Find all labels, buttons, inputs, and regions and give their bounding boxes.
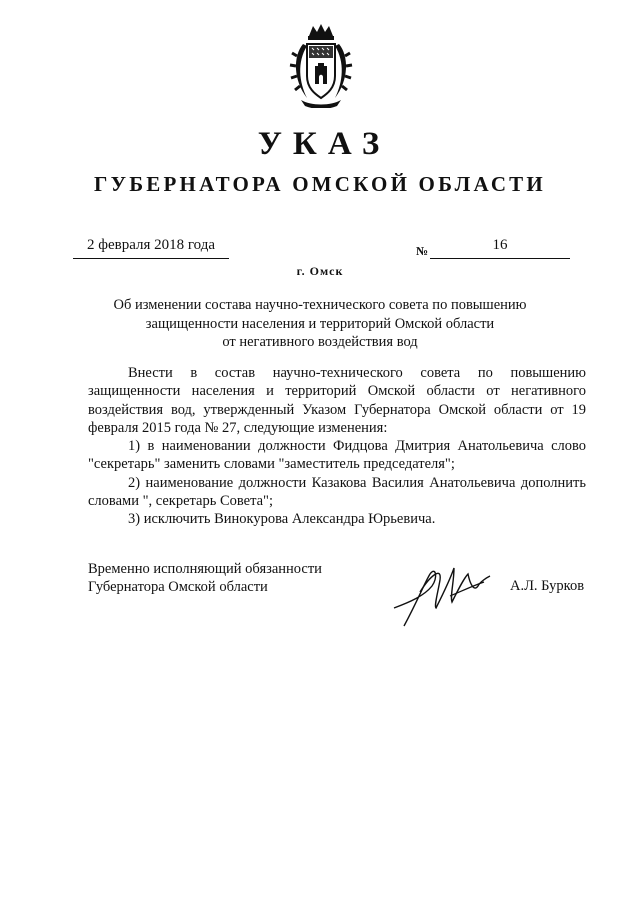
body-paragraph: Внести в состав научно-технического совета по повышению защищенности населения и территорий Омской области от негативного воздействия вод, утвержденный Указом Губернатора Омской области от 19 февраля 2015 года № 27, следующие изменения: xyxy=(88,365,586,436)
document-date: 2 февраля 2018 года xyxy=(73,237,229,259)
position-line: Временно исполняющий обязанности xyxy=(88,561,322,577)
document-issuer: ГУБЕРНАТОРА ОМСКОЙ ОБЛАСТИ xyxy=(94,172,546,196)
heading-line: Об изменении состава научно-технического совета по повышению xyxy=(113,297,527,313)
document-body xyxy=(88,364,586,529)
handwritten-signature-icon xyxy=(390,556,498,628)
position-line: Губернатора Омской области xyxy=(88,579,268,596)
omsk-region-coat-of-arms-icon xyxy=(289,22,353,108)
signature-position xyxy=(88,560,322,597)
body-paragraph: 2) наименование должности Казакова Василия Анатольевича дополнить словами ", секретарь Совета"; xyxy=(88,474,586,510)
heading-line: защищенности населения и территорий Омской области xyxy=(145,315,495,332)
document-number: 16 xyxy=(430,237,570,259)
document-title: УКАЗ xyxy=(257,126,391,162)
document-city: г. Омск xyxy=(296,264,344,278)
body-paragraph: 3) исключить Винокурова Александра Юрьевича. xyxy=(128,511,436,528)
signer-name: А.Л. Бурков xyxy=(510,578,585,594)
document-heading xyxy=(100,296,540,352)
heading-line: от негативного воздействия вод xyxy=(222,334,418,350)
body-paragraph: 1) в наименовании должности Фидцова Дмитрия Анатольевича слово "секретарь" заменить словами "заместитель председателя"; xyxy=(88,438,586,473)
number-label: № xyxy=(416,244,429,258)
